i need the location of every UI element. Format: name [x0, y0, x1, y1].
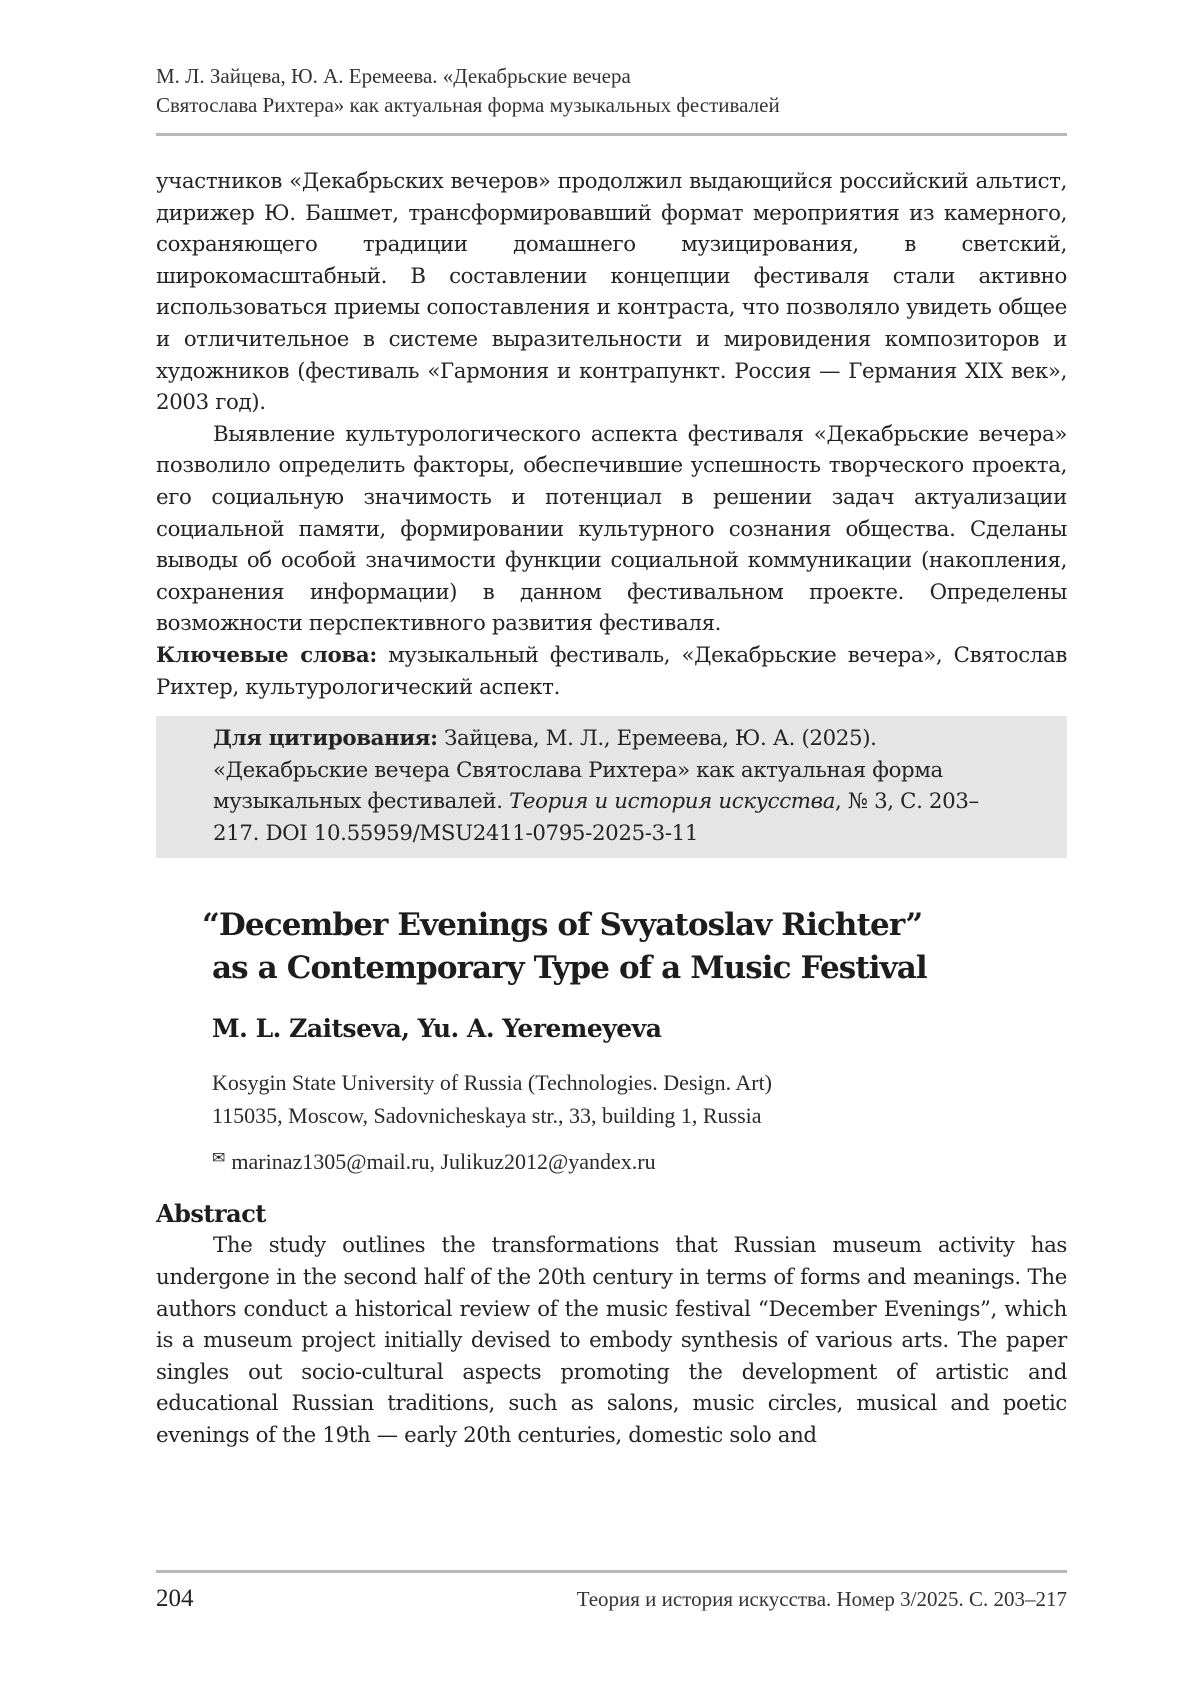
keywords: [156, 640, 1067, 703]
envelope-icon: ✉: [212, 1150, 226, 1168]
footer-rule: [156, 1570, 1067, 1573]
affiliation-line1: Kosygin State University of Russia (Technologies. Design. Art): [212, 1070, 773, 1096]
affiliation-line2: 115035, Moscow, Sadovnicheskaya str., 33, building 1, Russia: [212, 1103, 762, 1129]
english-title-line2: as a Contemporary Type of a Music Festival: [212, 950, 927, 987]
keywords-text: музыкальный фестиваль, «Декабрьские вечера», Святослав Рихтер, культурологический аспект.: [156, 642, 1067, 700]
email-line: [156, 1144, 1067, 1177]
english-authors: M. L. Zaitseva, Yu. A. Yeremeyeva: [212, 1014, 662, 1044]
citation-label: Для цитирования:: [213, 726, 438, 752]
running-header-line2: Святослава Рихтера» как актуальная форма музыкальных фестивалей: [156, 93, 780, 117]
journal-info: Теория и история искусства. Номер 3/2025. С. 203–217: [576, 1587, 1067, 1611]
russian-abstract: [156, 166, 1067, 703]
abstract-text: The study outlines the transformations that Russian museum activity has undergone in the second half of the 20th century in terms of forms and meanings. The authors conduct a historical review of the music festival “December Evenings”, which is a museum project initially devised to embody synthesis of various arts. The paper singles out socio-cultural aspects promoting the development of artistic and educational Russian traditions, such as salons, music circles, musical and poetic evenings of the 19th — early 20th centuries, domestic solo and: [156, 1233, 1067, 1449]
header-rule: [156, 133, 1067, 136]
abstract-heading: Abstract: [156, 1199, 266, 1229]
running-header-line1: М. Л. Зайцева, Ю. А. Еремеева. «Декабрьские вечера: [156, 64, 631, 88]
page-number: 204: [156, 1585, 194, 1612]
keywords-label: Ключевые слова:: [156, 642, 377, 668]
citation-text: Зайцева, М. Л., Еремеева, Ю. А. (2025). «Декабрьские вечера Святослава Рихтера» как актуальная форма музыкальных фестивалей.: [213, 726, 943, 815]
body-paragraph-1: участников «Декабрьских вечеров» продолжил выдающийся российский альтист, дирижер Ю. Башмет, трансформировавший формат мероприятия из камерного, сохраняющего традиции домашнего музицирования, в светский, широкомасштабный. В составлении концепции фестиваля стали активно использоваться приемы сопоставления и контраста, что позволяло увидеть общее и отличительное в системе выразительности и мировидения композиторов и художников (фестиваль «Гармония и контрапункт. Россия — Германия XIX век», 2003 год).: [156, 169, 1067, 416]
affiliation: [156, 1066, 1067, 1132]
english-title: [156, 904, 1067, 990]
citation-box: [156, 716, 1067, 858]
running-header: [156, 62, 1067, 120]
english-title-line1: “December Evenings of Svyatoslav Richter”: [202, 907, 923, 944]
citation-journal: Теория и история искусства: [509, 789, 836, 815]
citation-details: , № 3, С. 203–217. DOI 10.55959/MSU2411-0795-2025-3-11: [213, 789, 979, 846]
body-paragraph-2: Выявление культурологического аспекта фестиваля «Декабрьские вечера» позволило определить факторы, обеспечившие успешность творческого проекта, его социальную значимость и потенциал в решении задач актуализации социальной памяти, формировании культурного сознания общества. Сделаны выводы об особой значимости функции социальной коммуникации (накопления, сохранения информации) в данном фестивальном проекте. Определены возможности перспективного развития фестиваля.: [156, 421, 1067, 637]
email-addresses[interactable]: marinaz1305@mail.ru, Julikuz2012@yandex.ru: [231, 1149, 656, 1175]
english-abstract: [156, 1230, 1067, 1451]
page-content: [156, 62, 1067, 1452]
